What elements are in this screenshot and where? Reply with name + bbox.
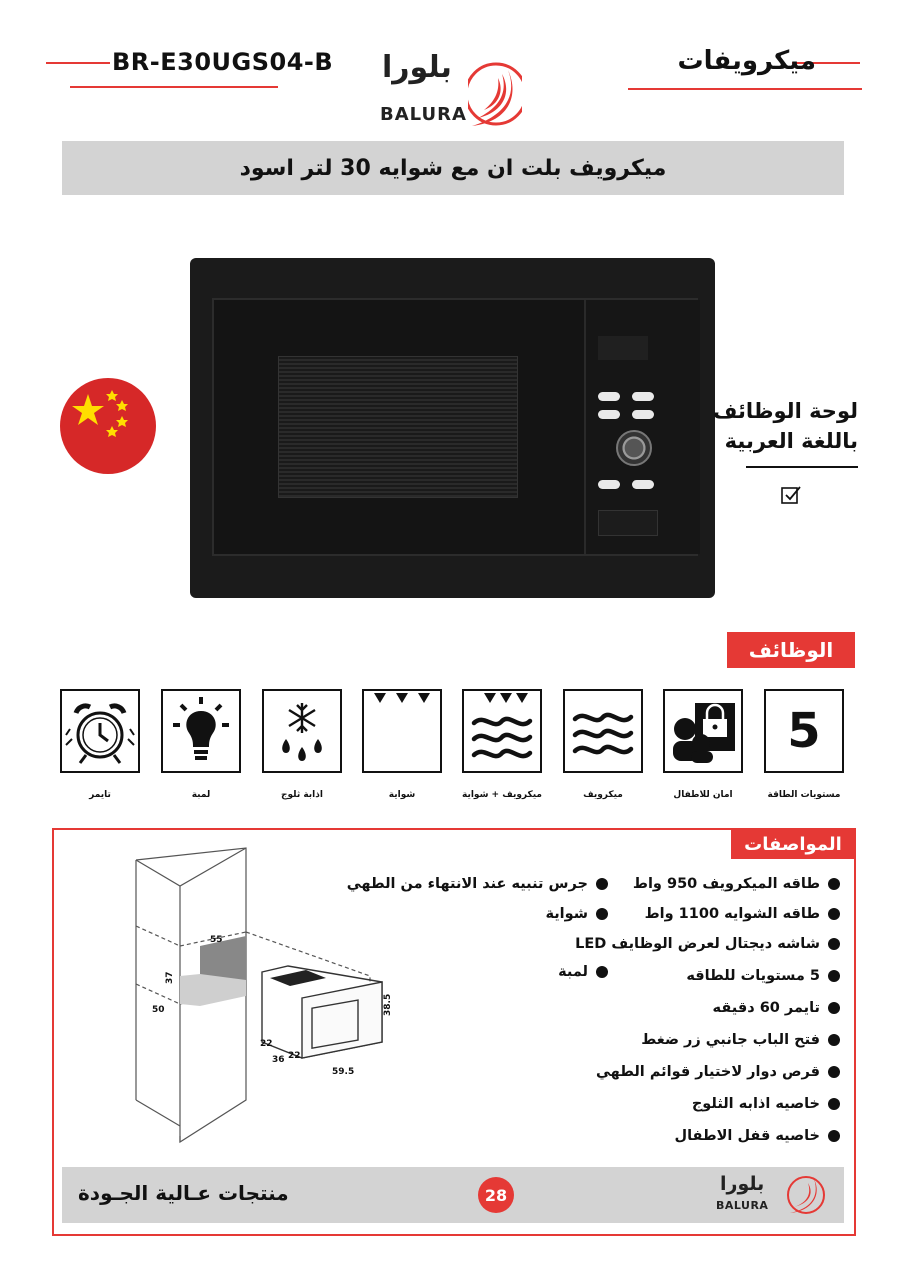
panel-button [598, 392, 620, 401]
specs-heading: المواصفات [731, 829, 855, 859]
spec-item: شاشه ديجتال لعرض الوظايف LED [575, 936, 840, 952]
spec-item: طاقه الشوايه 1100 واط [645, 906, 840, 922]
panel-button [632, 410, 654, 419]
panel-button [632, 480, 654, 489]
dim-height-label: 37 [165, 971, 175, 984]
microwave-door [212, 298, 698, 556]
power-levels-icon [764, 689, 844, 773]
dim-unit-width-label: 59.5 [332, 1067, 355, 1077]
spec-item: لمبة [558, 964, 608, 980]
defrost-icon [262, 689, 342, 773]
spec-item: خاصيه قفل الاطفال [675, 1128, 840, 1144]
microwave-display [598, 336, 648, 360]
china-flag-icon [60, 378, 156, 474]
spec-item: جرس تنبيه عند الانتهاء من الطهي [347, 876, 608, 892]
category-title: ميكرويفات [677, 46, 816, 76]
spec-item: تايمر 60 دقيقه [713, 1000, 840, 1016]
grill-icon [362, 689, 442, 773]
brand-name-arabic: بلورا [382, 50, 452, 85]
flag-stars [60, 378, 156, 474]
panel-note-line1: لوحة الوظائف [712, 399, 858, 423]
dim-unit-depth-label: 36 [272, 1055, 285, 1065]
panel-note-underline [746, 466, 858, 468]
footer-brand-english: BALURA [716, 1199, 769, 1212]
brand-swirl-icon [468, 56, 522, 132]
panel-knob [616, 430, 652, 466]
product-title: ميكرويف بلت ان مع شوايه 30 لتر اسود [62, 141, 844, 195]
panel-note-line2: باللغة العربية [724, 429, 858, 453]
dim-d2-label: 22 [288, 1051, 301, 1061]
dim-depth-label: 50 [152, 1005, 165, 1015]
function-label-microwave: ميكرويف [583, 790, 623, 800]
function-label-lamp: لمبة [191, 790, 211, 800]
panel-button [598, 410, 620, 419]
panel-language-note [713, 396, 858, 456]
microwave-control-panel [584, 300, 700, 554]
page-number: 28 [478, 1177, 514, 1213]
checkbox-checked-icon [780, 484, 802, 506]
function-label-defrost: اذابة ثلوج [281, 790, 323, 800]
panel-button [632, 392, 654, 401]
spec-item: 5 مستويات للطاقه [686, 968, 840, 984]
spec-item: طاقه الميكرويف 950 واط [633, 876, 840, 892]
dim-d1-label: 22 [260, 1039, 273, 1049]
microwave-grill-icon [462, 689, 542, 773]
spec-item: فتح الباب جانبي زر ضغط [641, 1032, 840, 1048]
dim-width-label: 55 [210, 935, 223, 945]
footer-slogan: منتجات عـالية الجـودة [78, 1181, 289, 1205]
function-label-timer: تايمر [89, 790, 111, 800]
spec-item: قرص دوار لاختيار قوائم الطهي [596, 1064, 840, 1080]
power-levels-value: 5 [787, 703, 821, 759]
dim-unit-height-label: 38.5 [383, 993, 393, 1016]
function-label-child-lock: امان للاطفال [673, 790, 733, 800]
microwave-product-image [190, 258, 715, 598]
header-rule-left-top [46, 62, 110, 64]
microwave-window [278, 356, 518, 498]
model-number: BR-E30UGS04-B [112, 48, 334, 76]
footer-brand-swirl-icon [786, 1171, 826, 1219]
footer-brand-arabic: بلورا [720, 1173, 765, 1195]
timer-icon [60, 689, 140, 773]
door-release [598, 510, 658, 536]
functions-heading: الوظائف [727, 632, 855, 668]
brand-name-english: BALURA [380, 104, 467, 125]
panel-button [598, 480, 620, 489]
function-label-microwave-grill: ميكرويف + شواية [462, 790, 542, 800]
function-label-power-levels: مستويات الطاقة [767, 790, 841, 800]
spec-item: خاصيه اذابه الثلوج [692, 1096, 840, 1112]
brand-logo [372, 50, 522, 136]
child-lock-icon [663, 689, 743, 773]
lamp-icon [161, 689, 241, 773]
footer-band [62, 1167, 844, 1223]
spec-item: شواية [545, 906, 608, 922]
header-rule-left-bottom [70, 86, 278, 88]
microwave-waves-icon [563, 689, 643, 773]
header-rule-right-bottom [628, 88, 862, 90]
function-label-grill: شواية [388, 790, 416, 800]
